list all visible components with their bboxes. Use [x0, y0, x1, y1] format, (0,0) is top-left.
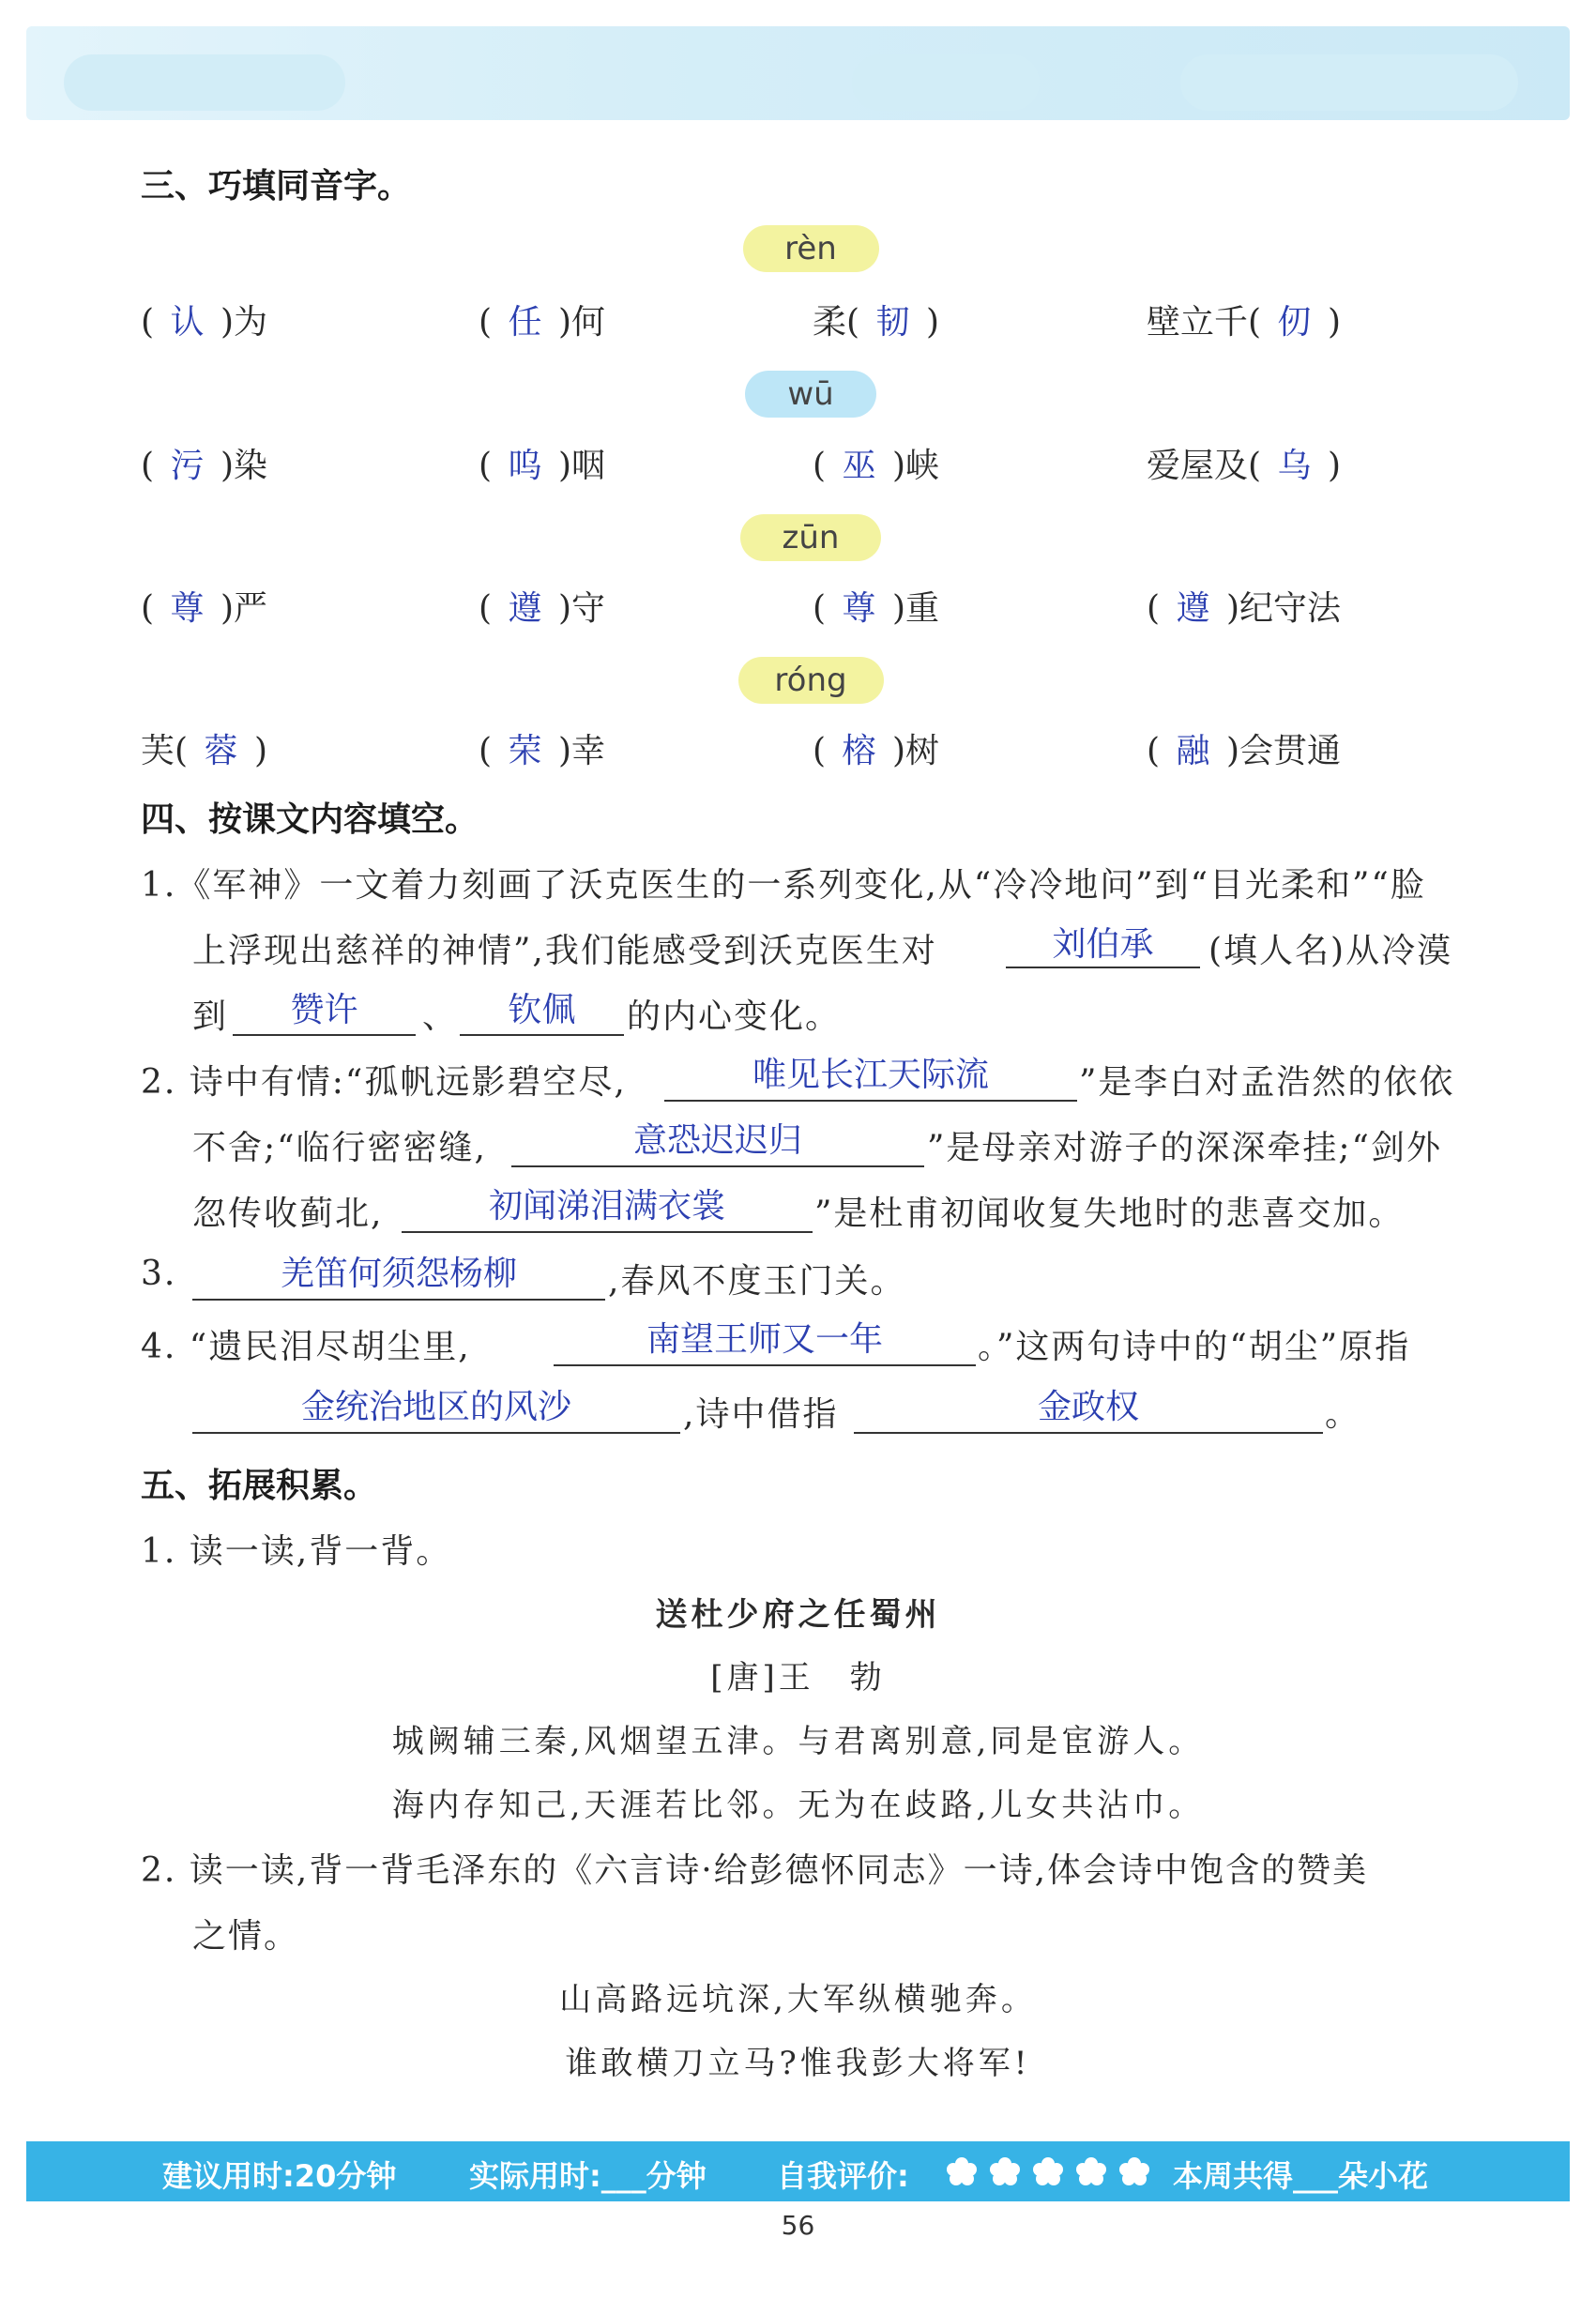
q3-tail: ,春风不度玉门关。 [608, 1262, 906, 1301]
q4-blank-3 [854, 1432, 1323, 1434]
q1-answer-name: 刘伯承 [1052, 925, 1154, 964]
homophone-item [1147, 439, 1341, 487]
homophone-item [479, 296, 605, 343]
q1-line3-start: 到 [192, 997, 229, 1036]
q4-blank-2 [192, 1432, 680, 1434]
homophone-item [479, 582, 605, 630]
poem2-line: 山高路远坑深,大军纵横驰奔。 [559, 1981, 1037, 2018]
q2-line3-end: ”是杜甫初闻收复失地时的悲喜交加。 [814, 1195, 1405, 1233]
item-suffix: )会贯通 [1215, 732, 1342, 770]
item-answer: 蓉 [204, 732, 238, 770]
item-suffix: )重 [881, 589, 940, 628]
poem1-author: [唐]王 勃 [710, 1659, 886, 1697]
q2-blank-1 [664, 1100, 1077, 1102]
item-prefix: ( [141, 589, 165, 628]
item-suffix: ) [1316, 447, 1342, 485]
flower-icon [946, 2156, 978, 2186]
homophone-item [813, 582, 939, 630]
pinyin-label: zūn [740, 514, 881, 561]
item-answer: 榕 [842, 732, 876, 770]
homophone-item [479, 724, 605, 772]
item-prefix: ( [479, 303, 503, 342]
item-answer: 荣 [508, 732, 542, 770]
item-answer: 遵 [1176, 589, 1210, 628]
item-prefix: ( [813, 447, 837, 485]
q2-line2-start: 不舍;“临行密密缝, [192, 1129, 487, 1167]
header-decoration-band [26, 26, 1570, 120]
item-answer: 呜 [508, 447, 542, 485]
item-answer: 认 [170, 303, 205, 342]
poem2-line: 谁敢横刀立马?惟我彭大将军! [565, 2045, 1031, 2082]
q4-answer-3: 金政权 [1037, 1388, 1139, 1426]
flower-icon [1032, 2156, 1064, 2186]
homophone-item [141, 439, 267, 487]
homophone-item [141, 582, 267, 630]
item-answer: 尊 [170, 589, 205, 628]
homophone-item [141, 296, 267, 343]
homophone-item [479, 439, 605, 487]
item-answer: 任 [508, 303, 542, 342]
item-answer: 仞 [1277, 303, 1312, 342]
q3-number: 3. [141, 1255, 177, 1293]
q3-answer: 羌笛何须怨杨柳 [280, 1255, 517, 1293]
q1-line1: 1.《军神》一文着力刻画了沃克医生的一系列变化,从“冷冷地问”到“目光柔和”“脸 [141, 866, 1426, 905]
q2-answer-3: 初闻涕泪满衣裳 [488, 1187, 725, 1226]
item-answer: 遵 [508, 589, 542, 628]
s5-q1: 1. 读一读,背一背。 [141, 1532, 452, 1571]
item-prefix: ( [1147, 589, 1171, 628]
homophone-item [813, 439, 939, 487]
item-prefix: ( [1147, 732, 1171, 770]
item-answer: 乌 [1277, 447, 1312, 485]
q2-answer-1: 唯见长江天际流 [752, 1056, 989, 1094]
section4-title: 四、按课文内容填空。 [141, 800, 479, 839]
actual-time: 实际用时:___分钟 [469, 2158, 707, 2194]
item-suffix: )为 [209, 303, 268, 342]
s5-q2-line2: 之情。 [192, 1917, 300, 1956]
pinyin-label: wū [745, 371, 876, 418]
poem1-title: 送杜少府之任蜀州 [655, 1596, 941, 1634]
q1-comma: 、 [422, 997, 459, 1036]
poem1-line: 海内存知己,天涯若比邻。无为在歧路,儿女共沾巾。 [391, 1787, 1205, 1824]
item-suffix: ) [1316, 303, 1342, 342]
q4-line2-end: 。 [1325, 1395, 1361, 1434]
q4-answer-1: 南望王师又一年 [646, 1320, 883, 1359]
q2-line3-start: 忽传收蓟北, [192, 1195, 384, 1233]
q1-line3-end: 的内心变化。 [627, 997, 842, 1036]
footer-bar [26, 2141, 1570, 2201]
homophone-item [1147, 724, 1341, 772]
item-prefix: 爱屋及( [1147, 447, 1272, 485]
item-prefix: ( [479, 447, 503, 485]
q1-answer-3: 钦佩 [508, 991, 576, 1029]
item-suffix: ) [243, 732, 268, 770]
homophone-item [1147, 582, 1341, 630]
item-suffix: )幸 [547, 732, 606, 770]
q2-blank-2 [511, 1165, 924, 1167]
item-suffix: ) [915, 303, 940, 342]
section3-title: 三、巧填同音字。 [141, 167, 412, 206]
item-suffix: )守 [547, 589, 606, 628]
item-suffix: )峡 [881, 447, 940, 485]
pinyin-label: rèn [743, 225, 879, 272]
item-suffix: )咽 [547, 447, 606, 485]
q1-blank-3 [460, 1034, 624, 1036]
flower-icon [1075, 2156, 1107, 2186]
q1-line2-start: 上浮现出慈祥的神情”,我们能感受到沃克医生对 [192, 932, 937, 970]
page-number: 56 [781, 2210, 815, 2241]
item-prefix: ( [813, 732, 837, 770]
item-suffix: )何 [547, 303, 606, 342]
section5-title: 五、拓展积累。 [141, 1467, 378, 1505]
q2-line1-end: ”是李白对孟浩然的依依 [1079, 1063, 1455, 1102]
item-prefix: 芙( [141, 732, 199, 770]
item-answer: 污 [170, 447, 205, 485]
item-suffix: )纪守法 [1215, 589, 1342, 628]
poem1-line: 城阙辅三秦,风烟望五津。与君离别意,同是宦游人。 [391, 1723, 1205, 1760]
homophone-item [1147, 296, 1341, 343]
item-prefix: ( [479, 732, 503, 770]
item-answer: 融 [1176, 732, 1210, 770]
item-prefix: 壁立千( [1147, 303, 1272, 342]
flower-icon [989, 2156, 1021, 2186]
self-evaluation-label: 自我评价: [777, 2158, 909, 2194]
q1-line2-end: (填人名)从冷漠 [1208, 932, 1453, 970]
item-answer: 韧 [875, 303, 910, 342]
item-prefix: ( [141, 303, 165, 342]
q4-line2-mid: ,诗中借指 [683, 1395, 839, 1434]
q4-blank-1 [554, 1364, 976, 1366]
pinyin-label: róng [738, 657, 884, 704]
q1-blank-2 [233, 1034, 416, 1036]
homophone-item [813, 724, 939, 772]
flower-icon [1118, 2156, 1150, 2186]
item-suffix: )染 [209, 447, 268, 485]
q4-answer-2: 金统治地区的风沙 [300, 1388, 571, 1426]
item-prefix: ( [141, 447, 165, 485]
q4-line1-end: 。”这两句诗中的“胡尘”原指 [978, 1328, 1411, 1366]
item-prefix: 柔( [813, 303, 871, 342]
homophone-item [813, 296, 939, 343]
q1-answer-2: 赞许 [290, 991, 358, 1029]
q2-line2-end: ”是母亲对游子的深深牵挂;“剑外 [927, 1129, 1442, 1167]
q1-blank-name [1006, 967, 1200, 968]
q4-line1-start: 4. “遗民泪尽胡尘里, [141, 1328, 471, 1366]
item-prefix: ( [479, 589, 503, 628]
item-suffix: )严 [209, 589, 268, 628]
s5-q2-line1: 2. 读一读,背一背毛泽东的《六言诗·给彭德怀同志》一诗,体会诗中饱含的赞美 [141, 1851, 1369, 1890]
suggested-time: 建议用时:20分钟 [162, 2158, 397, 2194]
q2-answer-2: 意恐迟迟归 [632, 1121, 802, 1160]
homophone-item [141, 724, 267, 772]
item-answer: 尊 [842, 589, 876, 628]
item-answer: 巫 [842, 447, 876, 485]
item-suffix: )树 [881, 732, 940, 770]
item-prefix: ( [813, 589, 837, 628]
q2-blank-3 [402, 1231, 813, 1233]
q3-blank [192, 1299, 605, 1301]
weekly-flowers: 本周共得___朵小花 [1173, 2158, 1429, 2194]
q2-line1-start: 2. 诗中有情:“孤帆远影碧空尽, [141, 1063, 627, 1102]
